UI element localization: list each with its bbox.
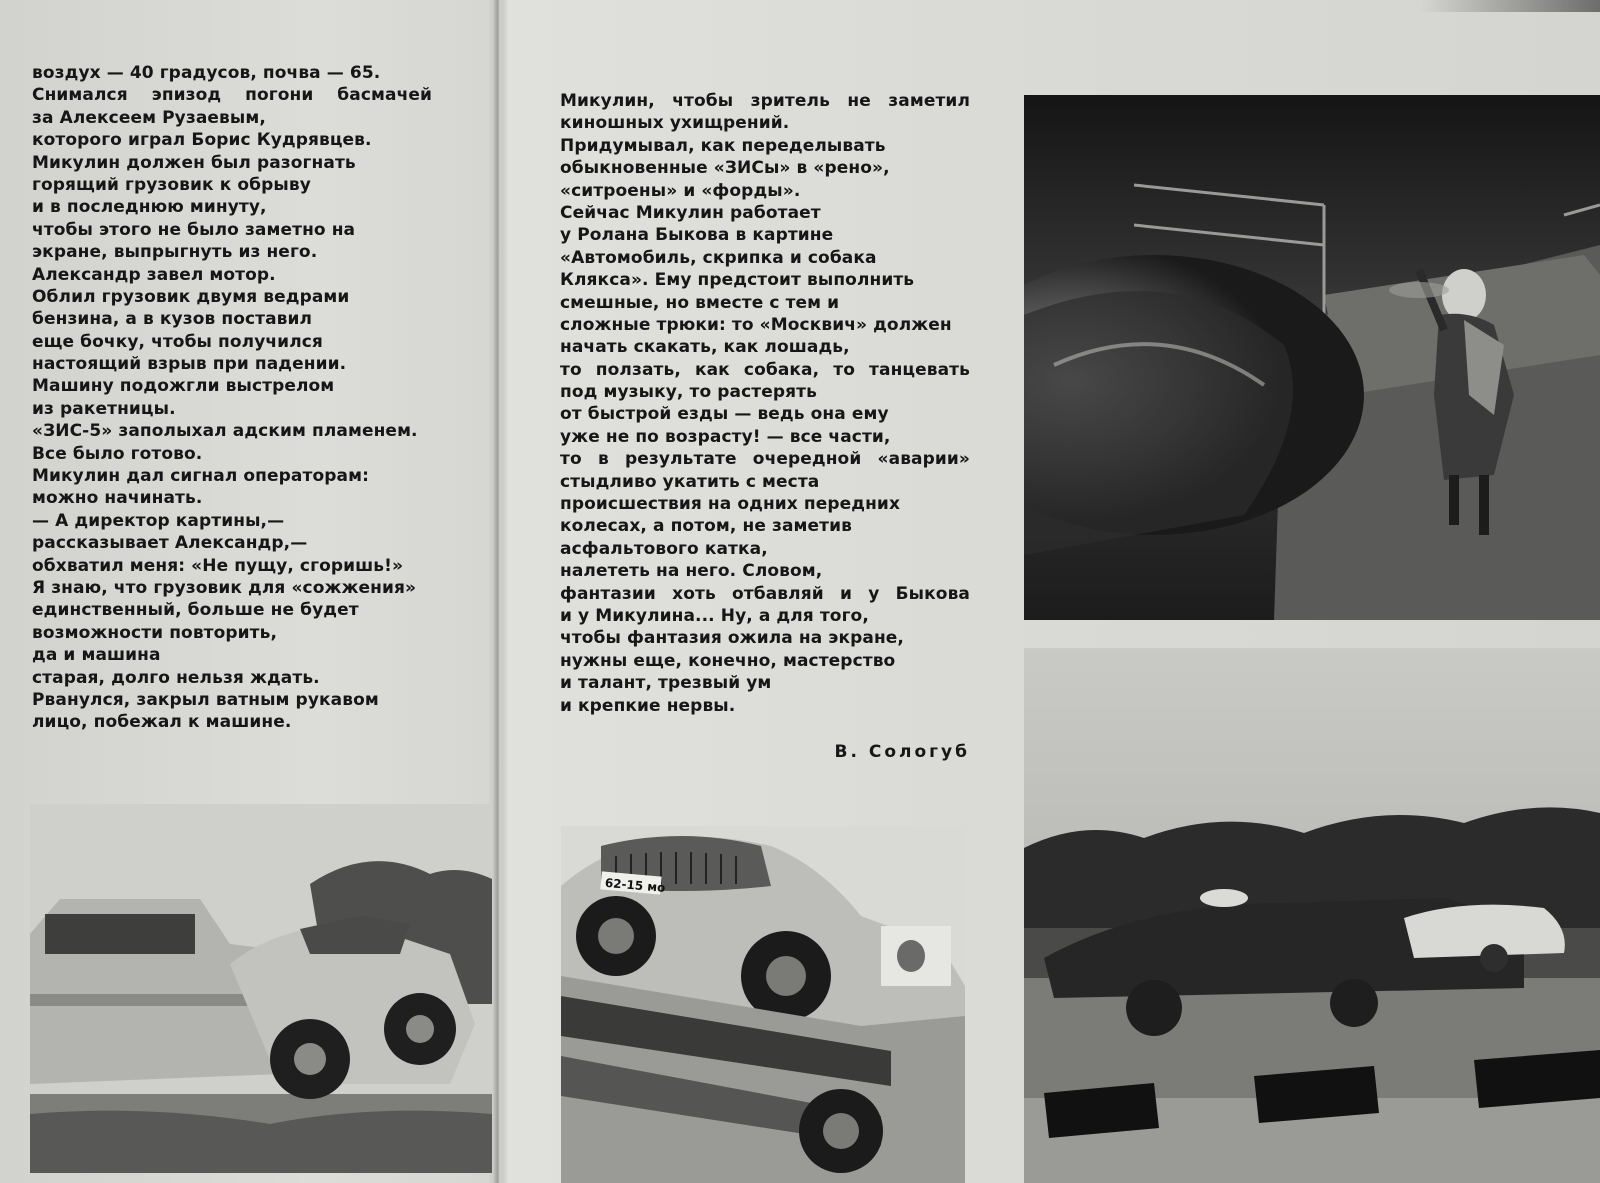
text-line: происшествия на одних передних <box>560 494 901 515</box>
text-line: еще бочку, чтобы получился <box>32 331 323 352</box>
text-line: «ситроены» и «форды». <box>560 180 801 201</box>
photo-woman-and-car <box>1024 95 1600 620</box>
text-line: налететь на него. Словом, <box>560 561 823 582</box>
text-line: Микулин должен был разогнать <box>32 152 356 173</box>
text-line: Александр завел мотор. <box>32 264 276 285</box>
text-line: и в последнюю минуту, <box>32 197 267 218</box>
text-line: старая, долго нельзя ждать. <box>32 667 320 688</box>
text-line: и крепкие нервы. <box>560 695 736 716</box>
page-edge-shadow <box>1420 0 1600 12</box>
text-line: смешные, но вместе с тем и <box>560 292 840 313</box>
text-line: «ЗИС-5» заполыхал адским пламенем. <box>32 421 418 442</box>
text-line: можно начинать. <box>32 488 203 509</box>
text-line: сложные трюки: то «Москвич» должен <box>560 314 952 335</box>
text-line: из ракетницы. <box>32 398 176 419</box>
text-line: от быстрой езды — ведь она ему <box>560 404 889 425</box>
text-line: нужны еще, конечно, мастерство <box>560 650 896 671</box>
page-fold <box>493 0 503 1183</box>
photo-car-on-truck <box>561 826 965 1183</box>
photo-jump-image <box>561 826 965 1183</box>
text-line: экране, выпрыгнуть из него. <box>32 242 318 263</box>
text-line: и у Микулина... Ну, а для того, <box>560 605 869 626</box>
text-line: Все было готово. <box>32 443 203 464</box>
left-text-column <box>32 62 432 734</box>
photo-speeding-car <box>1024 648 1600 1183</box>
photo-car-collision <box>30 804 492 1173</box>
text-line: уже не по возрасту! — все части, <box>560 426 891 447</box>
text-line: бензина, а в кузов поставил <box>32 309 313 330</box>
text-line: то в результате очередной «аварии» <box>560 449 970 470</box>
photo-road-image <box>1024 648 1600 1183</box>
photo-woman-image <box>1024 95 1600 620</box>
text-line: под музыку, то растерять <box>560 382 817 403</box>
text-line: возможности повторить, <box>32 622 278 643</box>
text-line: колесах, а потом, не заметив <box>560 516 852 537</box>
text-line: обхватил меня: «Не пущу, сгоришь!» <box>32 555 404 576</box>
text-line: то ползать, как собака, то танцевать <box>560 359 970 380</box>
text-line: настоящий взрыв при падении. <box>32 354 347 375</box>
text-line: — А директор картины,— <box>32 510 285 531</box>
text-line: и талант, трезвый ум <box>560 673 772 694</box>
text-line: Я знаю, что грузовик для «сожжения» <box>32 577 417 598</box>
text-line: стыдливо укатить с места <box>560 471 820 492</box>
text-line: «Автомобиль, скрипка и собака <box>560 247 877 268</box>
text-line: фантазии хоть отбавляй и у Быкова <box>560 583 970 604</box>
text-line: воздух — 40 градусов, почва — 65. <box>32 63 381 83</box>
text-line: начать скакать, как лошадь, <box>560 337 850 358</box>
text-line: киношных ухищрений. <box>560 113 790 134</box>
author-signature: В. Сологуб <box>834 742 970 762</box>
text-line: Сейчас Микулин работает <box>560 202 821 223</box>
photo-crash-image <box>30 804 492 1173</box>
text-line: единственный, больше не будет <box>32 600 359 621</box>
text-line: Машину подожгли выстрелом <box>32 376 335 397</box>
text-line: обыкновенные «ЗИСы» в «рено», <box>560 158 890 179</box>
text-line: чтобы фантазия ожила на экране, <box>560 628 904 649</box>
text-line: чтобы этого не было заметно на <box>32 219 356 240</box>
text-line: Микулин, чтобы зритель не заметил <box>560 91 970 111</box>
text-line: которого играл Борис Кудрявцев. <box>32 130 372 151</box>
text-line: да и машина <box>32 645 161 666</box>
text-line: за Алексеем Рузаевым, <box>32 107 266 128</box>
text-line: у Ролана Быкова в картине <box>560 225 834 246</box>
text-line: Снимался эпизод погони басмачей <box>32 85 432 106</box>
text-line: Микулин дал сигнал операторам: <box>32 466 369 487</box>
text-line: рассказывает Александр,— <box>32 533 308 554</box>
text-line: асфальтового катка, <box>560 538 768 559</box>
text-line: Рванулся, закрыл ватным рукавом <box>32 689 379 710</box>
text-line: Придумывал, как переделывать <box>560 135 886 156</box>
middle-text-column <box>560 90 970 717</box>
text-line: Облил грузовик двумя ведрами <box>32 286 350 307</box>
license-plate: 62-15 мо <box>604 875 666 895</box>
text-line: лицо, побежал к машине. <box>32 712 292 733</box>
text-line: Клякса». Ему предстоит выполнить <box>560 270 915 291</box>
text-line: горящий грузовик к обрыву <box>32 174 311 195</box>
